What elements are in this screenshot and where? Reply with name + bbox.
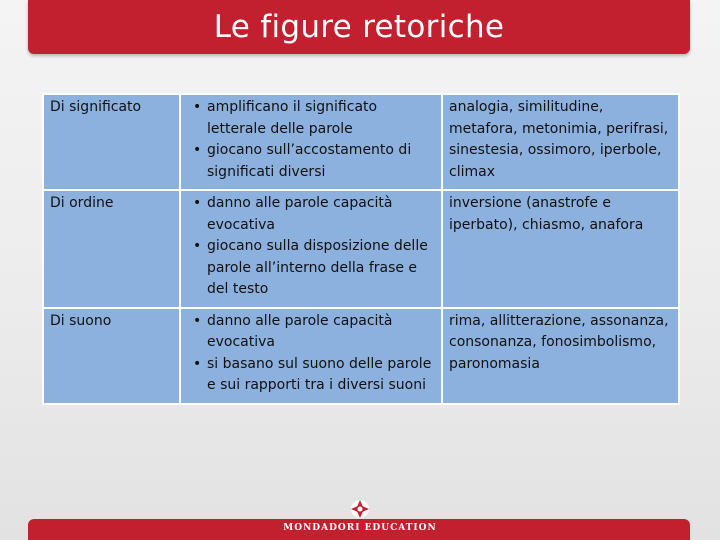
row-label: Di ordine [43, 190, 180, 308]
description-cell [180, 94, 442, 190]
mondadori-logo [0, 496, 720, 540]
table-row [43, 190, 679, 308]
list-item: • danno alle parole capacità evocativa [207, 193, 435, 236]
brand-name: MONDADORI EDUCATION [283, 523, 437, 533]
bullet-list [187, 193, 435, 301]
description-cell [180, 308, 442, 404]
bullet-list [187, 311, 435, 397]
list-item: • amplificano il significato letterale delle parole [207, 97, 435, 140]
figures-table [42, 93, 680, 405]
examples-cell: analogia, similitudine, metafora, metonimia, perifrasi, sinestesia, ossimoro, iperbole, climax [442, 94, 679, 190]
list-item: • giocano sull’accostamento di significati diversi [207, 140, 435, 183]
list-item: • si basano sul suono delle parole e sui rapporti tra i diversi suoni [207, 354, 435, 397]
slide-title: Le figure retoriche [213, 9, 505, 45]
bullet-list [187, 97, 435, 183]
description-cell [180, 190, 442, 308]
row-label: Di significato [43, 94, 180, 190]
row-label: Di suono [43, 308, 180, 404]
mondadori-rose-icon [343, 496, 377, 522]
table-row [43, 308, 679, 404]
list-item: • giocano sulla disposizione delle parole all’interno della frase e del testo [207, 236, 435, 301]
title-bar [28, 0, 690, 54]
table-row [43, 94, 679, 190]
examples-cell: inversione (anastrofe e iperbato), chiasmo, anafora [442, 190, 679, 308]
list-item: • danno alle parole capacità evocativa [207, 311, 435, 354]
examples-cell: rima, allitterazione, assonanza, consonanza, fonosimbolismo, paronomasia [442, 308, 679, 404]
